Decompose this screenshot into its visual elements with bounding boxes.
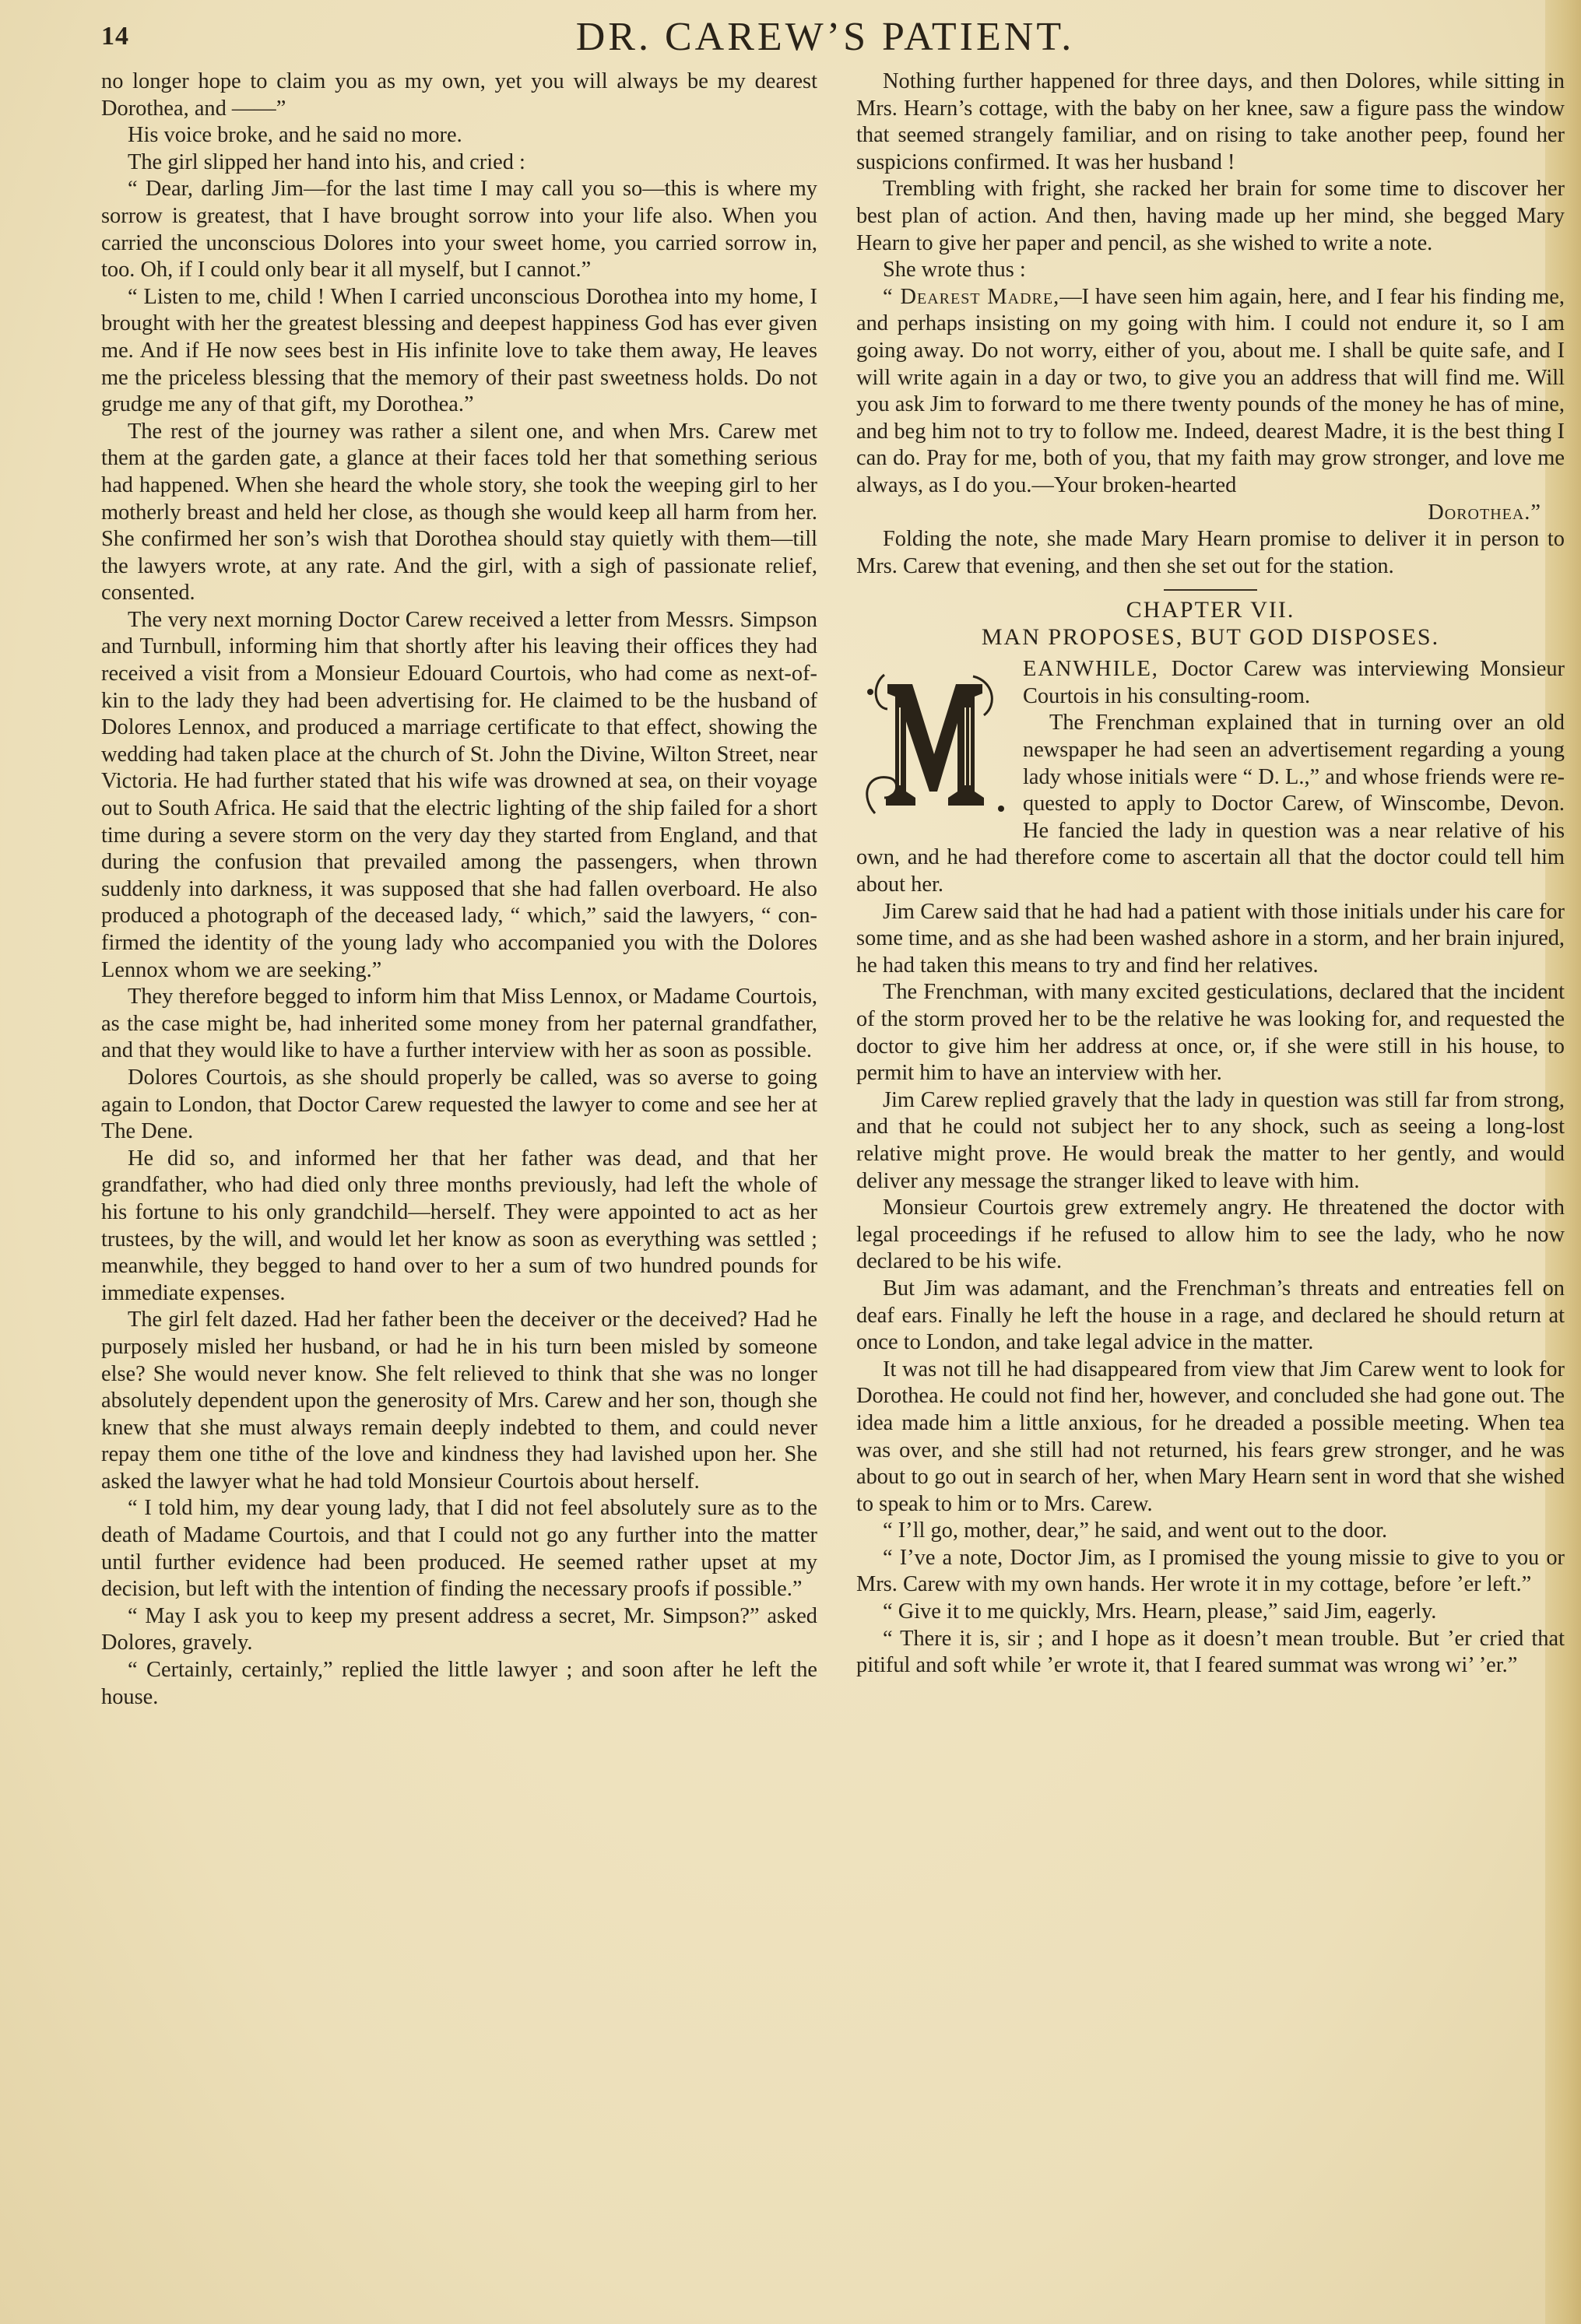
running-title: DR. CAREW’S PATIENT. (575, 15, 1075, 59)
paragraph: The girl felt dazed. Had her father been the deceiver or the deceived? Had he purposely misled her husband, or had he in his turn been misled by someone else? She would never know. She felt relieved to think that she was no longer absolutely dependent upon the generosity of Mrs. Carew and her son, though she knew that she must always remain deeply indebted to them, and could never repay them one tithe of the love and kindness they had lavished upon her. She asked the lawyer what he had told Monsieur Courtois about herself. (101, 1308, 817, 1494)
decorative-initial-m (856, 661, 1012, 830)
opening-text: Doctor Carew was interviewing Monsieur Courtois in his consulting-room. (1023, 657, 1565, 708)
right-column (856, 68, 1565, 1680)
chapter-number: CHAPTER VII. (1126, 597, 1295, 623)
paragraph: His voice broke, and he said no more. (128, 123, 462, 148)
page-header (101, 14, 1549, 62)
paragraph: “ Give it to me quickly, Mrs. Hearn, please,” said Jim, eagerly. (883, 1599, 1437, 1624)
paragraph: The rest of the journey was rather a silent one, and when Mrs. Carew met them at the garden gate, a glance at their faces told her that something serious had happened. When she heard the whole story, she took the weeping girl to her motherly breast and held her close, as though she would keep all harm from her. She confirmed her son’s wish that Dorothea should stay quietly with them—till the lawyers wrote, at any rate. And the girl, with a sigh of passionate relief, consented. (101, 419, 817, 606)
paragraph: The very next morning Doctor Carew received a letter from Messrs. Simpson and Turnbull, informing him that shortly after his leaving their offices they had received a visit from a Monsieur Edouard Courtois, who had come as next-of-kin to the lady they had been advertising for. He claimed to be the husband of Dolores Lennox, and produced a marriage certificate to that effect, showing the wedding had taken place at the church of St. John the Divine, Wilton Street, near Victoria. He had further stated that his wife was drowned at sea, on their voyage out to South Africa. He said that the electric lighting of the ship failed for a short time during a severe storm on the very day they started from England, and that during the confusion that prevailed among the passengers, when thrown suddenly into darkness, it was supposed that she had fallen overboard. He also produced a photograph of the deceased lady, “ which,” said the lawyers, “ confirmed the identity of the young lady who accompanied you with the Dolores Lennox whom we are seeking.” (101, 607, 817, 982)
paragraph: Folding the note, she made Mary Hearn promise to deliver it in person to Mrs. Carew that evening, and then she set out for the station. (856, 527, 1565, 578)
paragraph: She wrote thus : (883, 258, 1026, 283)
paragraph: “ Listen to me, child ! When I carried unconscious Dorothea into my home, I brought with her the greatest blessing and deepest happiness God has ever given me. And if He now sees best in His infinite love to take them away, He leaves me the priceless blessing that the memory of their past sweetness holds. Do not grudge me any of that gift, my Dorothea.” (101, 284, 817, 417)
paragraph: “ I’ve a note, Doctor Jim, as I promised the young missie to give to you or Mrs. Carew with my own hands. Her wrote it in my cottage, before ’er left.” (856, 1545, 1565, 1597)
paragraph: Dolores Courtois, as she should properly be called, was so averse to going again to London, that Doctor Carew requested the lawyer to come and see her at The Dene. (101, 1065, 817, 1144)
paragraph: Monsieur Courtois grew extremely angry. He threatened the doctor with legal proceedings if he refused to allow him to see the lady, who he now declared to be his wife. (856, 1195, 1565, 1274)
chapter-opening-paragraph (856, 656, 1565, 710)
paragraph: “ There it is, sir ; and I hope as it doesn’t mean trouble. But ’er cried that pitiful and soft while ’er wrote it, that I feared summat was wrong wi’ ’er.” (856, 1626, 1565, 1678)
paragraph: It was not till he had disappeared from view that Jim Carew went to look for Dorothea. He could not find her, however, and concluded she had gone out. The idea made him a little anxious, for he dreaded a possible meeting. When tea was over, and she still had not returned, his fears grew stronger, and he was about to go out in search of her, when Mary Hearn sent in word that she wished to speak to him or to Mrs. Carew. (856, 1357, 1565, 1516)
left-column (101, 68, 817, 1711)
opening-word: EANWHILE, (1023, 657, 1172, 682)
letter-text: —I have seen him again, here, and I fear his finding me, and perhaps insisting on my going with him. I could not endure it, so I am going away. Do not worry, either of you, about me. I shall be quite safe, and I will write again in a day or two, to give you an address that will find me. Will you ask Jim to forward to me there twenty pounds of the money he has of mine, and beg him not to try to follow me. Indeed, dearest Madre, it is the best thing I can do. Pray for me, both of you, that my faith may grow stronger, and love me always, as I do you.—Your broken-hearted (856, 284, 1565, 497)
chapter-title: MAN PROPOSES, BUT GOD DISPOSES. (981, 624, 1440, 651)
paragraph: The girl slipped her hand into his, and cried : (128, 149, 525, 174)
paragraph: “ Dear, darling Jim—for the last time I may call you so—this is where my sorrow is greatest, that I have brought sorrow into your life also. When you carried the unconscious Dolores into your sweet home, you carried sorrow in, too. Oh, if I could only bear it all myself, but I cannot.” (101, 177, 817, 283)
letter-signature: Dorothea.” (1428, 500, 1541, 525)
paragraph: Trembling with fright, she racked her brain for some time to discover her best plan of action. And then, having made up her mind, she begged Mary Hearn to give her paper and pencil, as she wished to write a note. (856, 177, 1565, 255)
paragraph: But Jim was adamant, and the Frenchman’s threats and entreaties fell on deaf ears. Finally he left the house in a rage, and declared he should return at once to London, and take legal advice in the matter. (856, 1276, 1565, 1355)
paragraph: Nothing further happened for three days, and then Dolores, while sitting in Mrs. Hearn’s cottage, with the baby on her knee, saw a figure pass the window that seemed strangely familiar, and on rising to take another peep, found her suspicions confirmed. It was her husband ! (856, 69, 1565, 174)
chapter-divider (1164, 589, 1257, 591)
paragraph: Jim Carew replied gravely that the lady in question was still far from strong, and that he could not subject her to any shock, such as seeing a long-lost relative might prove. He would break the matter to her gently, and would deliver any message the stranger liked to leave with him. (856, 1087, 1565, 1193)
page-number: 14 (101, 22, 129, 51)
paragraph: “ I told him, my dear young lady, that I did not feel absolutely sure as to the death of Madame Courtois, and that I could not go any further into the matter until further evidence had been produced. He seemed rather upset at my decision, but left with the intention of finding the necessary proofs if possible.” (101, 1496, 817, 1602)
paragraph: He did so, and informed her that her father was dead, and that her grandfather, who had died only three months previously, had left the whole of his fortune to his only grandchild—herself. They were appointed to act as her trustees, by the will, and would let her know as soon as everything was settled ; meanwhile, they begged to hand over to her a sum of two hundred pounds for immediate expenses. (101, 1146, 817, 1305)
paragraph: They therefore begged to inform him that Miss Lennox, or Madame Courtois, as the case might be, had inherited some money from her paternal grandfather, and that they would like to have a further interview with her as soon as possible. (101, 985, 817, 1063)
letter-salutation: “ Dearest Madre, (883, 284, 1060, 309)
paragraph: Jim Carew said that he had had a patient with those initials under his care for some time, and as she had been washed ashore in a storm, and her brain injured, he had taken this means to try and find her relatives. (856, 899, 1565, 978)
paragraph: “ I’ll go, mother, dear,” he said, and went out to the door. (883, 1518, 1388, 1543)
letter-body (856, 284, 1565, 500)
paragraph: The Frenchman, with many excited gesticulations, declared that the incident of the storm proved her to be the relative he was looking for, and requested the doctor to give him her address at once, or, if she were still in his house, to permit him to have an interview with her. (856, 980, 1565, 1086)
paragraph: “ Certainly, certainly,” replied the little lawyer ; and soon after he left the house. (101, 1658, 817, 1709)
paragraph: The Frenchman explained that in turning over an old newspaper he had seen an advertisement regarding a young lady whose initials were “ D. L.,” and whose friends were requested to apply to Doctor Carew, of Winscombe, Devon. He fancied the lady in question was a near relative of his own, and he had therefore come to ascertain all that the doctor could tell him about her. (856, 711, 1565, 897)
paragraph: “ May I ask you to keep my present address a secret, Mr. Simpson?” asked Dolores, gravely. (101, 1603, 817, 1655)
paragraph: no longer hope to claim you as my own, yet you will always be my dearest Dorothea, and ——” (101, 69, 817, 121)
